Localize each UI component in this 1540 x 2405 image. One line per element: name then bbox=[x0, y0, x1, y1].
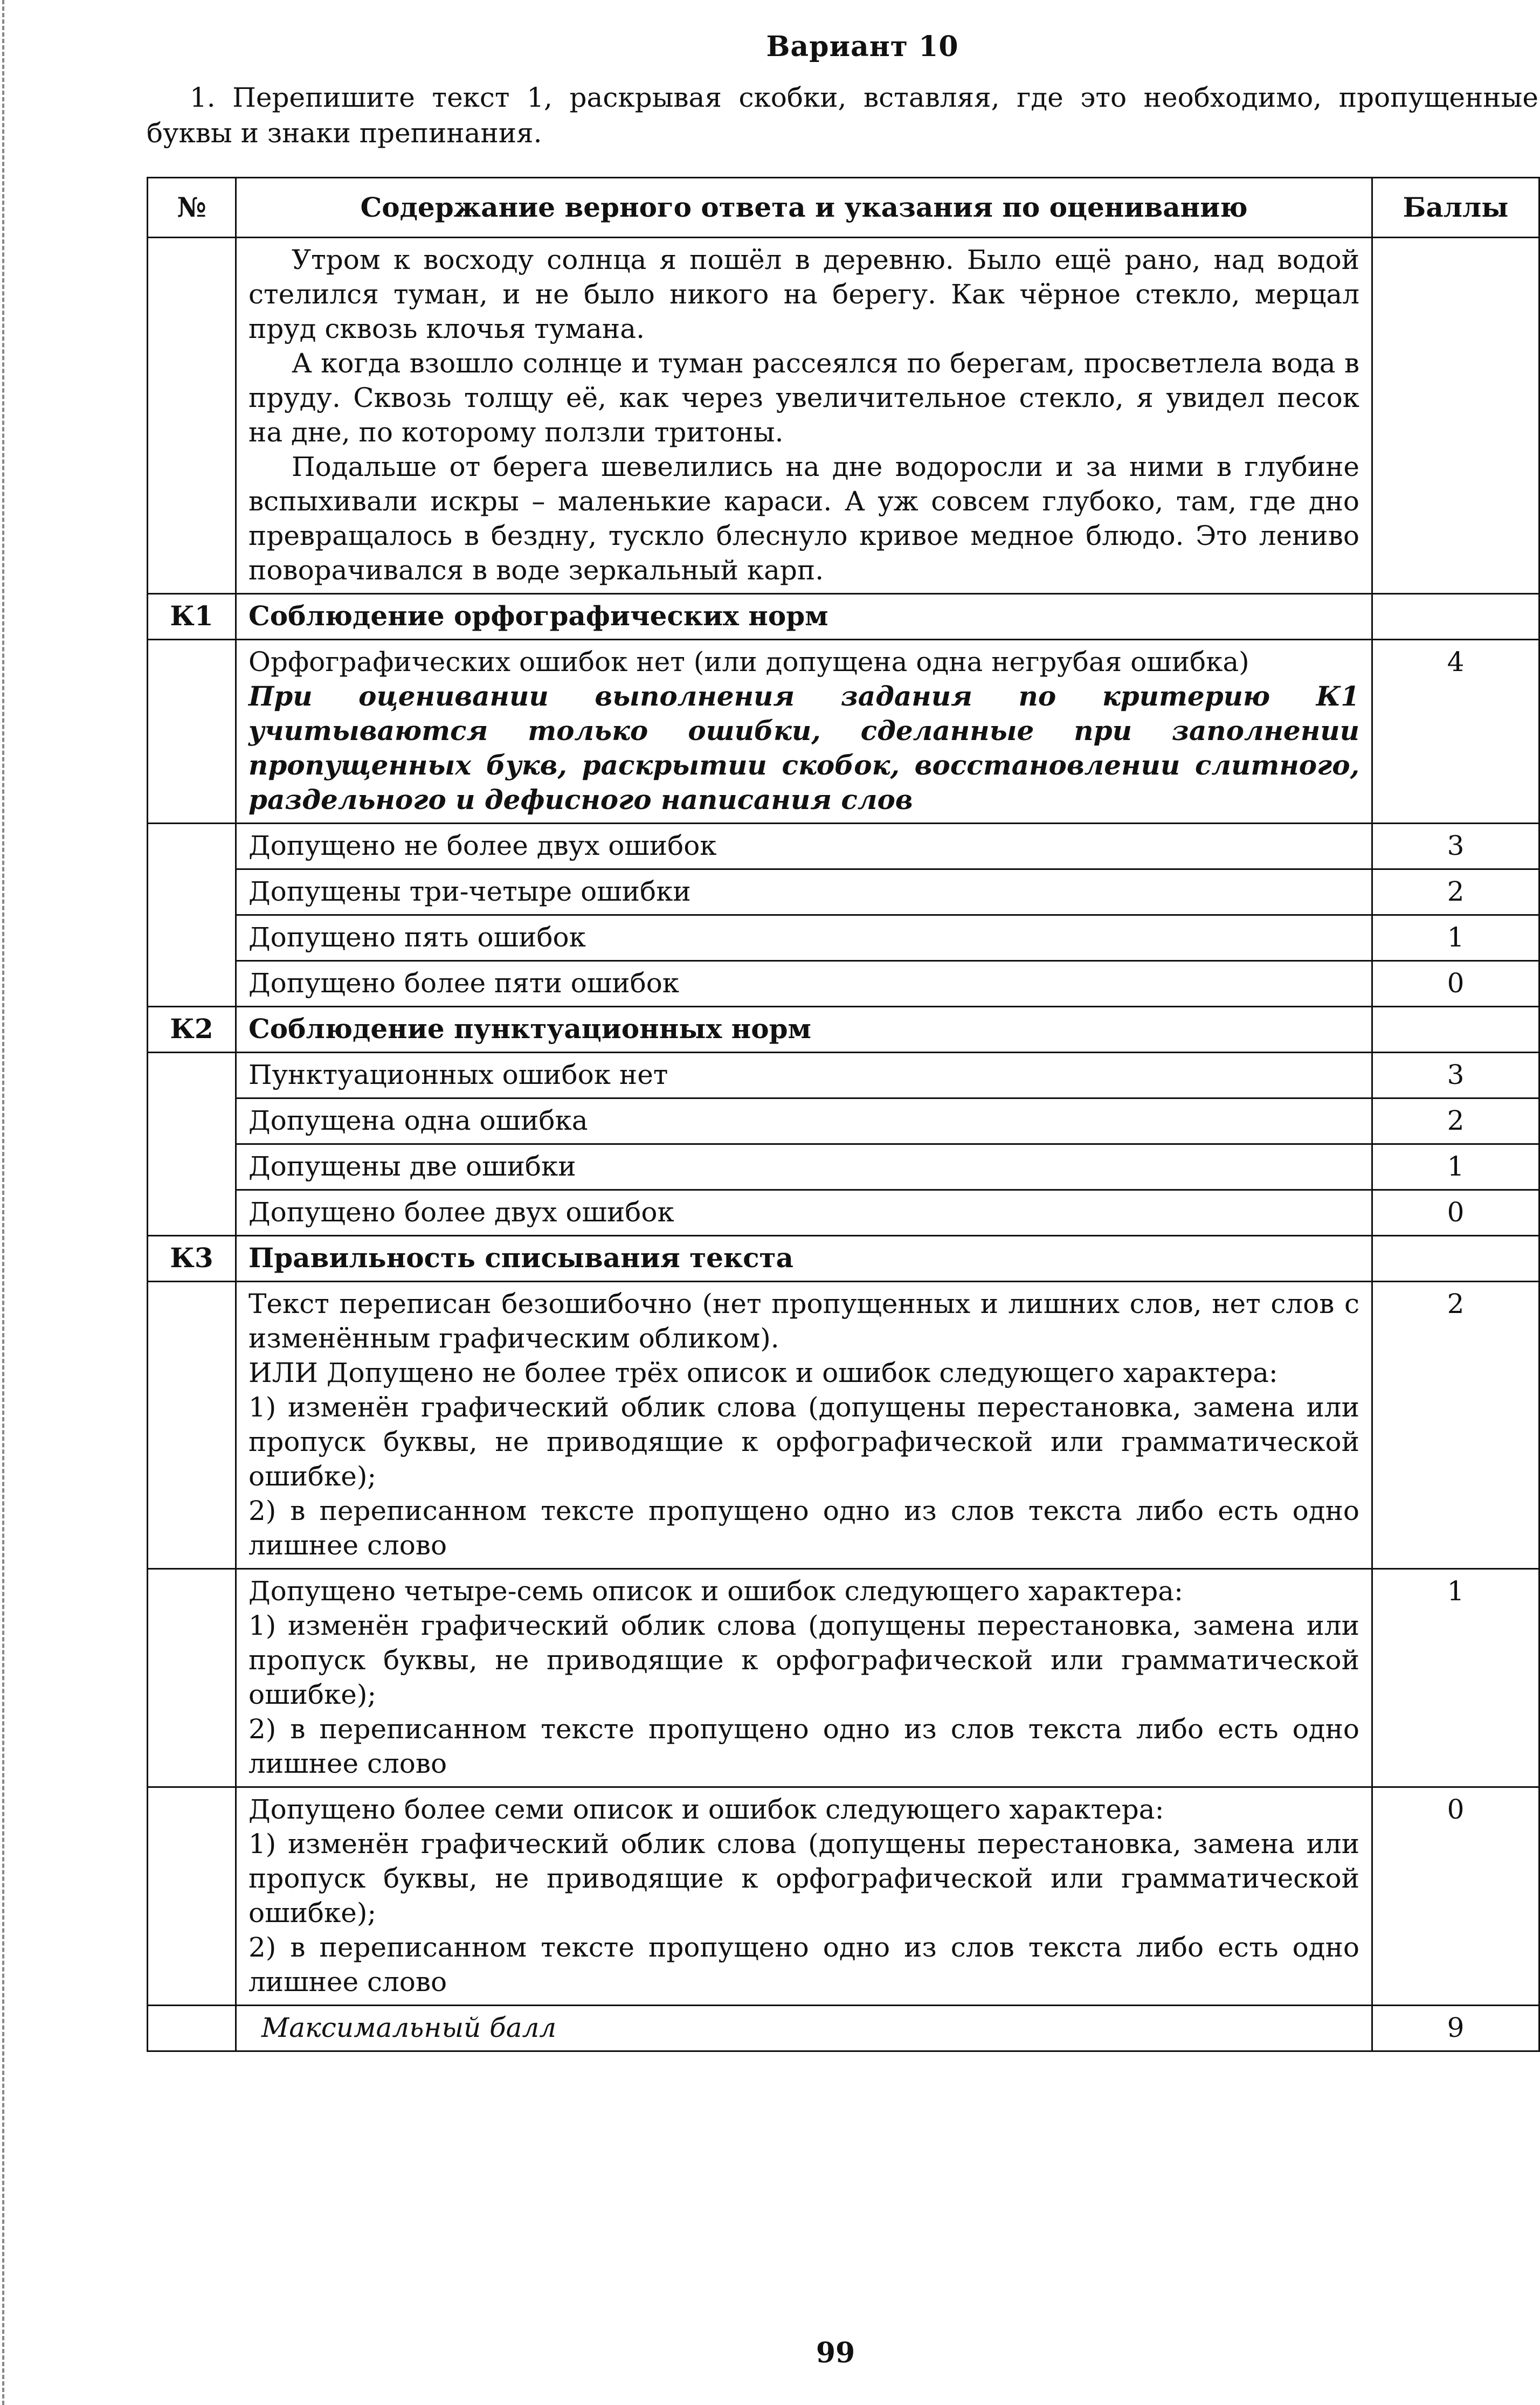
criterion-text: Орфографических ошибок нет (или допущена одна негрубая ошибка) bbox=[248, 646, 1249, 678]
points: 3 bbox=[1372, 824, 1539, 869]
header-num: № bbox=[148, 178, 236, 238]
table-header-row bbox=[148, 178, 1539, 238]
table-row bbox=[148, 915, 1539, 961]
criterion-text: Допущено пять ошибок bbox=[236, 915, 1372, 961]
points: 2 bbox=[1372, 1282, 1539, 1569]
criterion-text: Допущены три-четыре ошибки bbox=[236, 869, 1372, 915]
points: 1 bbox=[1372, 1144, 1539, 1190]
cut-line bbox=[2, 0, 4, 2405]
source-text bbox=[236, 238, 1372, 594]
criterion-text: Допущены две ошибки bbox=[236, 1144, 1372, 1190]
header-points: Баллы bbox=[1372, 178, 1539, 238]
criterion-text: Допущено более пяти ошибок bbox=[236, 961, 1372, 1007]
table-row bbox=[148, 1144, 1539, 1190]
criterion-code: К1 bbox=[148, 594, 236, 640]
points: 0 bbox=[1372, 1190, 1539, 1236]
criterion-title: Соблюдение пунктуационных норм bbox=[236, 1007, 1372, 1053]
criterion-line: Допущено более семи описок и ошибок следующего характера: bbox=[248, 1794, 1164, 1825]
points: 3 bbox=[1372, 1053, 1539, 1098]
criterion-text: Допущено более двух ошибок bbox=[236, 1190, 1372, 1236]
source-paragraph: Утром к восходу солнца я пошёл в деревню. Было ещё рано, над водой стелился туман, и не было никого на берегу. Как чёрное стекло, мерцал пруд сквозь клочья тумана. bbox=[248, 244, 1359, 344]
criterion-text: Пунктуационных ошибок нет bbox=[236, 1053, 1372, 1098]
criterion-k2-row bbox=[148, 1007, 1539, 1053]
table-row bbox=[148, 961, 1539, 1007]
points: 1 bbox=[1372, 915, 1539, 961]
source-paragraph: Подальше от берега шевелились на дне водоросли и за ними в глубине вспыхивали искры – маленькие караси. А уж совсем глубоко, там, где дно превращалось в бездну, тускло блеснуло кривое медное блюдо. Это лениво поворачивался в воде зеркальный карп. bbox=[248, 451, 1359, 586]
max-score-points: 9 bbox=[1372, 2006, 1539, 2051]
table-row bbox=[148, 1569, 1539, 1787]
points: 1 bbox=[1372, 1569, 1539, 1787]
criterion-line: Допущено четыре-семь описок и ошибок следующего характера: bbox=[248, 1575, 1183, 1607]
table-row bbox=[148, 1282, 1539, 1569]
criterion-line: 2) в переписанном тексте пропущено одно из слов текста либо есть одно лишнее слово bbox=[248, 1713, 1359, 1779]
criterion-title: Соблюдение орфографических норм bbox=[236, 594, 1372, 640]
table-row bbox=[148, 1190, 1539, 1236]
points: 0 bbox=[1372, 961, 1539, 1007]
table-row bbox=[148, 1787, 1539, 2006]
points: 0 bbox=[1372, 1787, 1539, 2006]
criterion-k3-row bbox=[148, 1236, 1539, 1282]
points: 2 bbox=[1372, 1098, 1539, 1144]
criterion-line: 1) изменён графический облик слова (допущены перестановка, замена или пропуск буквы, не приводящие к орфографической или грамматической ошибке); bbox=[248, 1610, 1359, 1710]
criterion-text: Допущена одна ошибка bbox=[236, 1098, 1372, 1144]
criterion-line: ИЛИ Допущено не более трёх описок и ошибок следующего характера: bbox=[248, 1357, 1278, 1388]
table-row bbox=[148, 1053, 1539, 1098]
table-row bbox=[148, 824, 1539, 869]
source-paragraph: А когда взошло солнце и туман рассеялся по берегам, просветлела вода в пруду. Сквозь толщу её, как через увеличительное стекло, я увидел песок на дне, по которому ползли тритоны. bbox=[248, 348, 1359, 448]
header-content: Содержание верного ответа и указания по оцениванию bbox=[236, 178, 1372, 238]
criterion-line: 1) изменён графический облик слова (допущены перестановка, замена или пропуск буквы, не приводящие к орфографической или грамматической ошибке); bbox=[248, 1828, 1359, 1929]
criterion-text: Допущено не более двух ошибок bbox=[236, 824, 1372, 869]
criterion-line: 1) изменён графический облик слова (допущены перестановка, замена или пропуск буквы, не приводящие к орфографической или грамматической ошибке); bbox=[248, 1392, 1359, 1492]
max-score-label: Максимальный балл bbox=[236, 2006, 1372, 2051]
page-title: Вариант 10 bbox=[766, 30, 959, 63]
points: 2 bbox=[1372, 869, 1539, 915]
task-instructions: 1. Перепишите текст 1, раскрывая скобки, вставляя, где это необходимо, пропущенные буквы и знаки препинания. bbox=[147, 82, 1538, 149]
grading-table bbox=[147, 177, 1540, 2052]
criterion-title: Правильность списывания текста bbox=[236, 1236, 1372, 1282]
source-text-row bbox=[148, 238, 1539, 594]
max-score-row bbox=[148, 2006, 1539, 2051]
criterion-note: При оценивании выполнения задания по критерию К1 учитываются только ошибки, сделанные при заполнении пропущенных букв, раскрытии скобок, восстановлении слитного, раздельного и дефисного написания слов bbox=[248, 680, 1359, 816]
table-row bbox=[148, 640, 1539, 824]
points: 4 bbox=[1372, 640, 1539, 824]
table-row bbox=[148, 869, 1539, 915]
criterion-line: 2) в переписанном тексте пропущено одно из слов текста либо есть одно лишнее слово bbox=[248, 1495, 1359, 1561]
page-number: 99 bbox=[816, 2337, 855, 2369]
criterion-line: 2) в переписанном тексте пропущено одно из слов текста либо есть одно лишнее слово bbox=[248, 1932, 1359, 1998]
table-row bbox=[148, 1098, 1539, 1144]
criterion-line: Текст переписан безошибочно (нет пропущенных и лишних слов, нет слов с изменённым графическим обликом). bbox=[248, 1288, 1359, 1354]
criterion-code: К3 bbox=[148, 1236, 236, 1282]
criterion-code: К2 bbox=[148, 1007, 236, 1053]
criterion-k1-row bbox=[148, 594, 1539, 640]
